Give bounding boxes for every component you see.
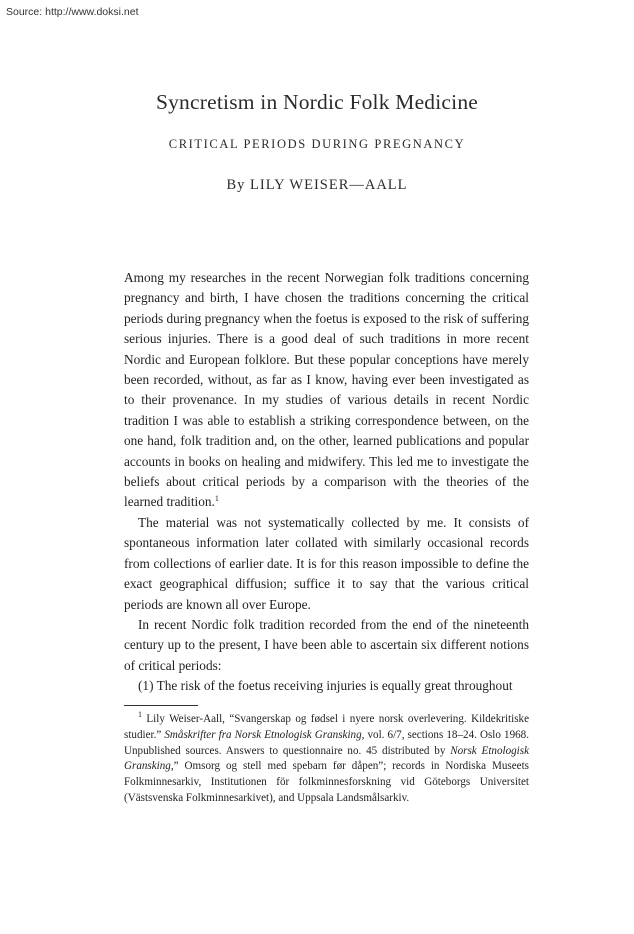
footnote-marker: 1: [138, 710, 142, 719]
page-title: Syncretism in Nordic Folk Medicine: [155, 90, 479, 114]
source-url: Source: http://www.doksi.net: [6, 6, 139, 18]
footnote-reference[interactable]: 1: [214, 494, 219, 504]
paragraph-3: In recent Nordic folk tradition recorded from the end of the nineteenth century up to the present, I have been able to ascertain six different notions of critical periods:: [124, 616, 529, 673]
paragraph-1-text: Among my researches in the recent Norwegian folk traditions concerning pregnancy and birth, I have chosen the traditions concerning the critical periods during pregnancy when the foetus is exposed to the risk of suffering serious injuries. There is a good deal of such traditions in more recent Nordic and European folklore. But these popular conceptions have merely been recorded, without, as far as I know, having ever been investigated as to their provenance. In my studies of various details in recent Nordic tradition I was able to establish a striking correspondence between, on the one hand, folk tradition and, on the other, learned publications and popular accounts in books on healing and midwifery. This led me to investigate the beliefs about critical periods by a comparison with the theories of the learned tradition.: [124, 270, 529, 510]
article-body: [124, 268, 529, 697]
author-byline: By LILY WEISER—AALL: [226, 177, 408, 193]
footnote-text-a: Lily Weiser-Aall, “Svangerskap og fødsel i nyere norsk overlevering. Kildekritiske studier.”: [124, 713, 529, 741]
footnote-text-b: , vol. 6/7, sections 18–24. Oslo 1968. Unpublished sources. Answers to questionnaire no. 45 distributed by: [124, 728, 529, 757]
footnote: [124, 712, 529, 807]
footnote-series-title: Småskrifter fra Norsk Etnologisk Gransking: [164, 728, 362, 741]
footnote-institution: Norsk Etnologisk Gransking: [124, 744, 529, 773]
page-subtitle: CRITICAL PERIODS DURING PREGNANCY: [168, 137, 466, 151]
footnote-divider: [124, 705, 198, 706]
paragraph-2: The material was not systematically collected by me. It consists of spontaneous information later collated with similarly occasional records from collections of earlier date. It is for this reason impossible to define the exact geographical diffusion; suffice it to say that the various critical periods are known all over Europe.: [124, 514, 529, 612]
paragraph-1: [124, 268, 529, 513]
paragraph-4: (1) The risk of the foetus receiving injuries is equally great throughout: [138, 678, 513, 694]
footnote-text-c: ,” Omsorg og stell med spebarn før dåpen”; records in Nordiska Museets Folkminnesarkiv, Institutionen för folkminnesforskning vid Göteborgs Universitet (Västsvenska Folkminnesarkivet), and Uppsala Landsmålsarkiv.: [124, 760, 529, 804]
